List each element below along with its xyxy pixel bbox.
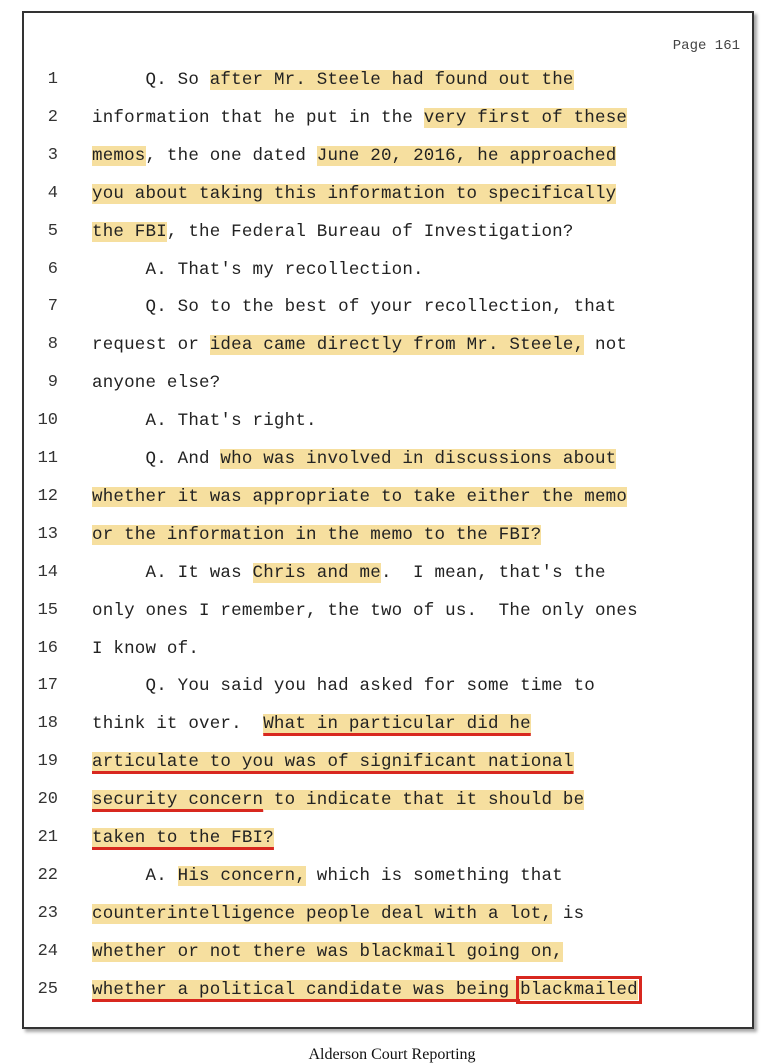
highlighted-text: or the information in the memo to the FBI? [92,524,542,545]
transcript-line [24,137,754,175]
highlighted-text: whether or not there was blackmail going on, [92,941,563,962]
line-text [92,749,574,775]
transcript-line [24,630,754,668]
line-text [92,522,541,548]
plain-text: think it over. [92,714,264,735]
line-number: 11 [37,449,58,468]
line-number: 24 [37,941,58,961]
highlighted-text: the FBI [92,221,167,242]
line-number: 16 [37,638,58,658]
plain-text: A. [92,865,178,886]
plain-text: anyone else? [92,373,221,394]
plain-text: I know of. [92,638,200,659]
line-number: 15 [37,600,58,620]
line-number: 17 [37,676,58,696]
plain-text: Q. And [92,449,221,469]
line-text [92,370,220,396]
transcript-line [24,99,754,137]
line-number: 13 [37,524,58,544]
highlighted-text: after Mr. Steele had found out the [209,70,574,90]
transcript-line [24,175,754,213]
line-number: 12 [37,486,58,506]
transcript-line [24,781,754,819]
line-text [92,181,616,207]
line-text [92,332,627,358]
line-text [92,901,584,927]
underlined-highlighted-text: taken to the FBI? [92,828,274,848]
line-text [92,219,574,245]
court-reporter-footer: Alderson Court Reporting [308,1046,476,1063]
line-number: 8 [47,335,58,355]
highlighted-text: very first of these [423,107,628,128]
line-text [92,67,574,93]
transcript-page [22,11,754,1029]
line-text [92,143,616,169]
line-number: 10 [37,411,58,431]
highlighted-text: memos [92,145,146,166]
transcript-line [24,288,754,326]
plain-text: . I mean, that's the [380,562,606,583]
plain-text: , the Federal Bureau of Investigation? [166,221,574,242]
line-text [92,673,595,699]
plain-text: A. That's right. [92,411,317,432]
underlined-highlighted-text: whether a political candidate was being [92,979,521,1000]
transcript-line [24,895,754,933]
transcript-line [24,326,754,364]
transcript-line [24,440,754,478]
transcript-line [24,705,754,743]
plain-text: Q. So [92,70,210,90]
transcript-line [24,364,754,402]
line-text [92,484,627,510]
line-text [92,711,531,737]
transcript-line [24,213,754,251]
underlined-highlighted-text: security concern [92,790,264,811]
line-number: 4 [47,183,58,203]
highlighted-text: counterintelligence people deal with a lot, [92,903,553,924]
line-text [92,446,616,472]
line-text [92,105,627,131]
line-number: 19 [37,752,58,772]
line-text [92,787,584,813]
transcript-line [24,251,754,289]
highlighted-text: whether it was appropriate to take either the memo [92,486,628,507]
line-number: 22 [37,865,58,885]
underlined-highlighted-text: What in particular did he [263,714,531,735]
plain-text: is [552,903,585,924]
line-number: 18 [37,714,58,734]
transcript-line [24,667,754,705]
plain-text: request or [92,335,210,356]
transcript-line [24,743,754,781]
line-text [92,598,638,624]
plain-text: only ones I remember, the two of us. The only ones [92,600,638,621]
line-number: 2 [47,107,58,127]
transcript-line [24,592,754,630]
line-text [92,408,317,434]
highlighted-text: Chris and me [252,562,381,583]
page-number: Page 161 [672,38,740,54]
underlined-highlighted-text: articulate to you was of significant national [92,752,574,773]
line-number: 5 [47,221,58,241]
transcript-line [24,516,754,554]
line-number: 1 [47,70,58,89]
line-number: 20 [37,790,58,810]
line-text [92,825,274,851]
plain-text: , the one dated [145,145,317,166]
transcript-line [24,402,754,440]
transcript-line [24,478,754,516]
plain-text: Q. You said you had asked for some time to [92,676,595,697]
highlighted-text: His concern, [177,865,307,886]
plain-text: A. It was [92,562,253,583]
highlighted-text: idea came directly from Mr. Steele, [209,335,585,356]
transcript-line [24,554,754,592]
line-number: 23 [37,903,58,923]
plain-text: information that he put in the [92,107,424,128]
highlighted-text: to indicate that it should be [263,790,585,811]
plain-text: A. That's my recollection. [92,259,424,280]
line-number: 9 [47,373,58,393]
highlighted-text: June 20, 2016, he approached [316,145,617,166]
line-number: 7 [47,297,58,317]
transcript-line [24,857,754,895]
line-number: 6 [47,259,58,279]
line-number: 25 [37,979,58,999]
transcript-line [24,819,754,857]
line-number: 3 [47,145,58,165]
line-text [92,863,563,889]
line-text [92,636,199,662]
transcript-line [24,61,754,99]
line-text [92,294,616,320]
highlighted-text: who was involved in discussions about [220,449,617,469]
plain-text: Q. So to the best of your recollection, that [92,297,617,318]
plain-text: which is something that [306,865,563,886]
line-text [92,257,424,283]
transcript-line [24,971,754,1009]
highlighted-text: you about taking this information to specifically [92,183,617,204]
line-number: 14 [37,562,58,582]
line-text [92,560,606,586]
transcript-line [24,933,754,971]
line-text [92,939,563,965]
plain-text: not [584,335,628,356]
line-text [92,977,638,1003]
boxed-highlighted-text: blackmailed [520,979,638,1000]
line-number: 21 [37,828,58,847]
